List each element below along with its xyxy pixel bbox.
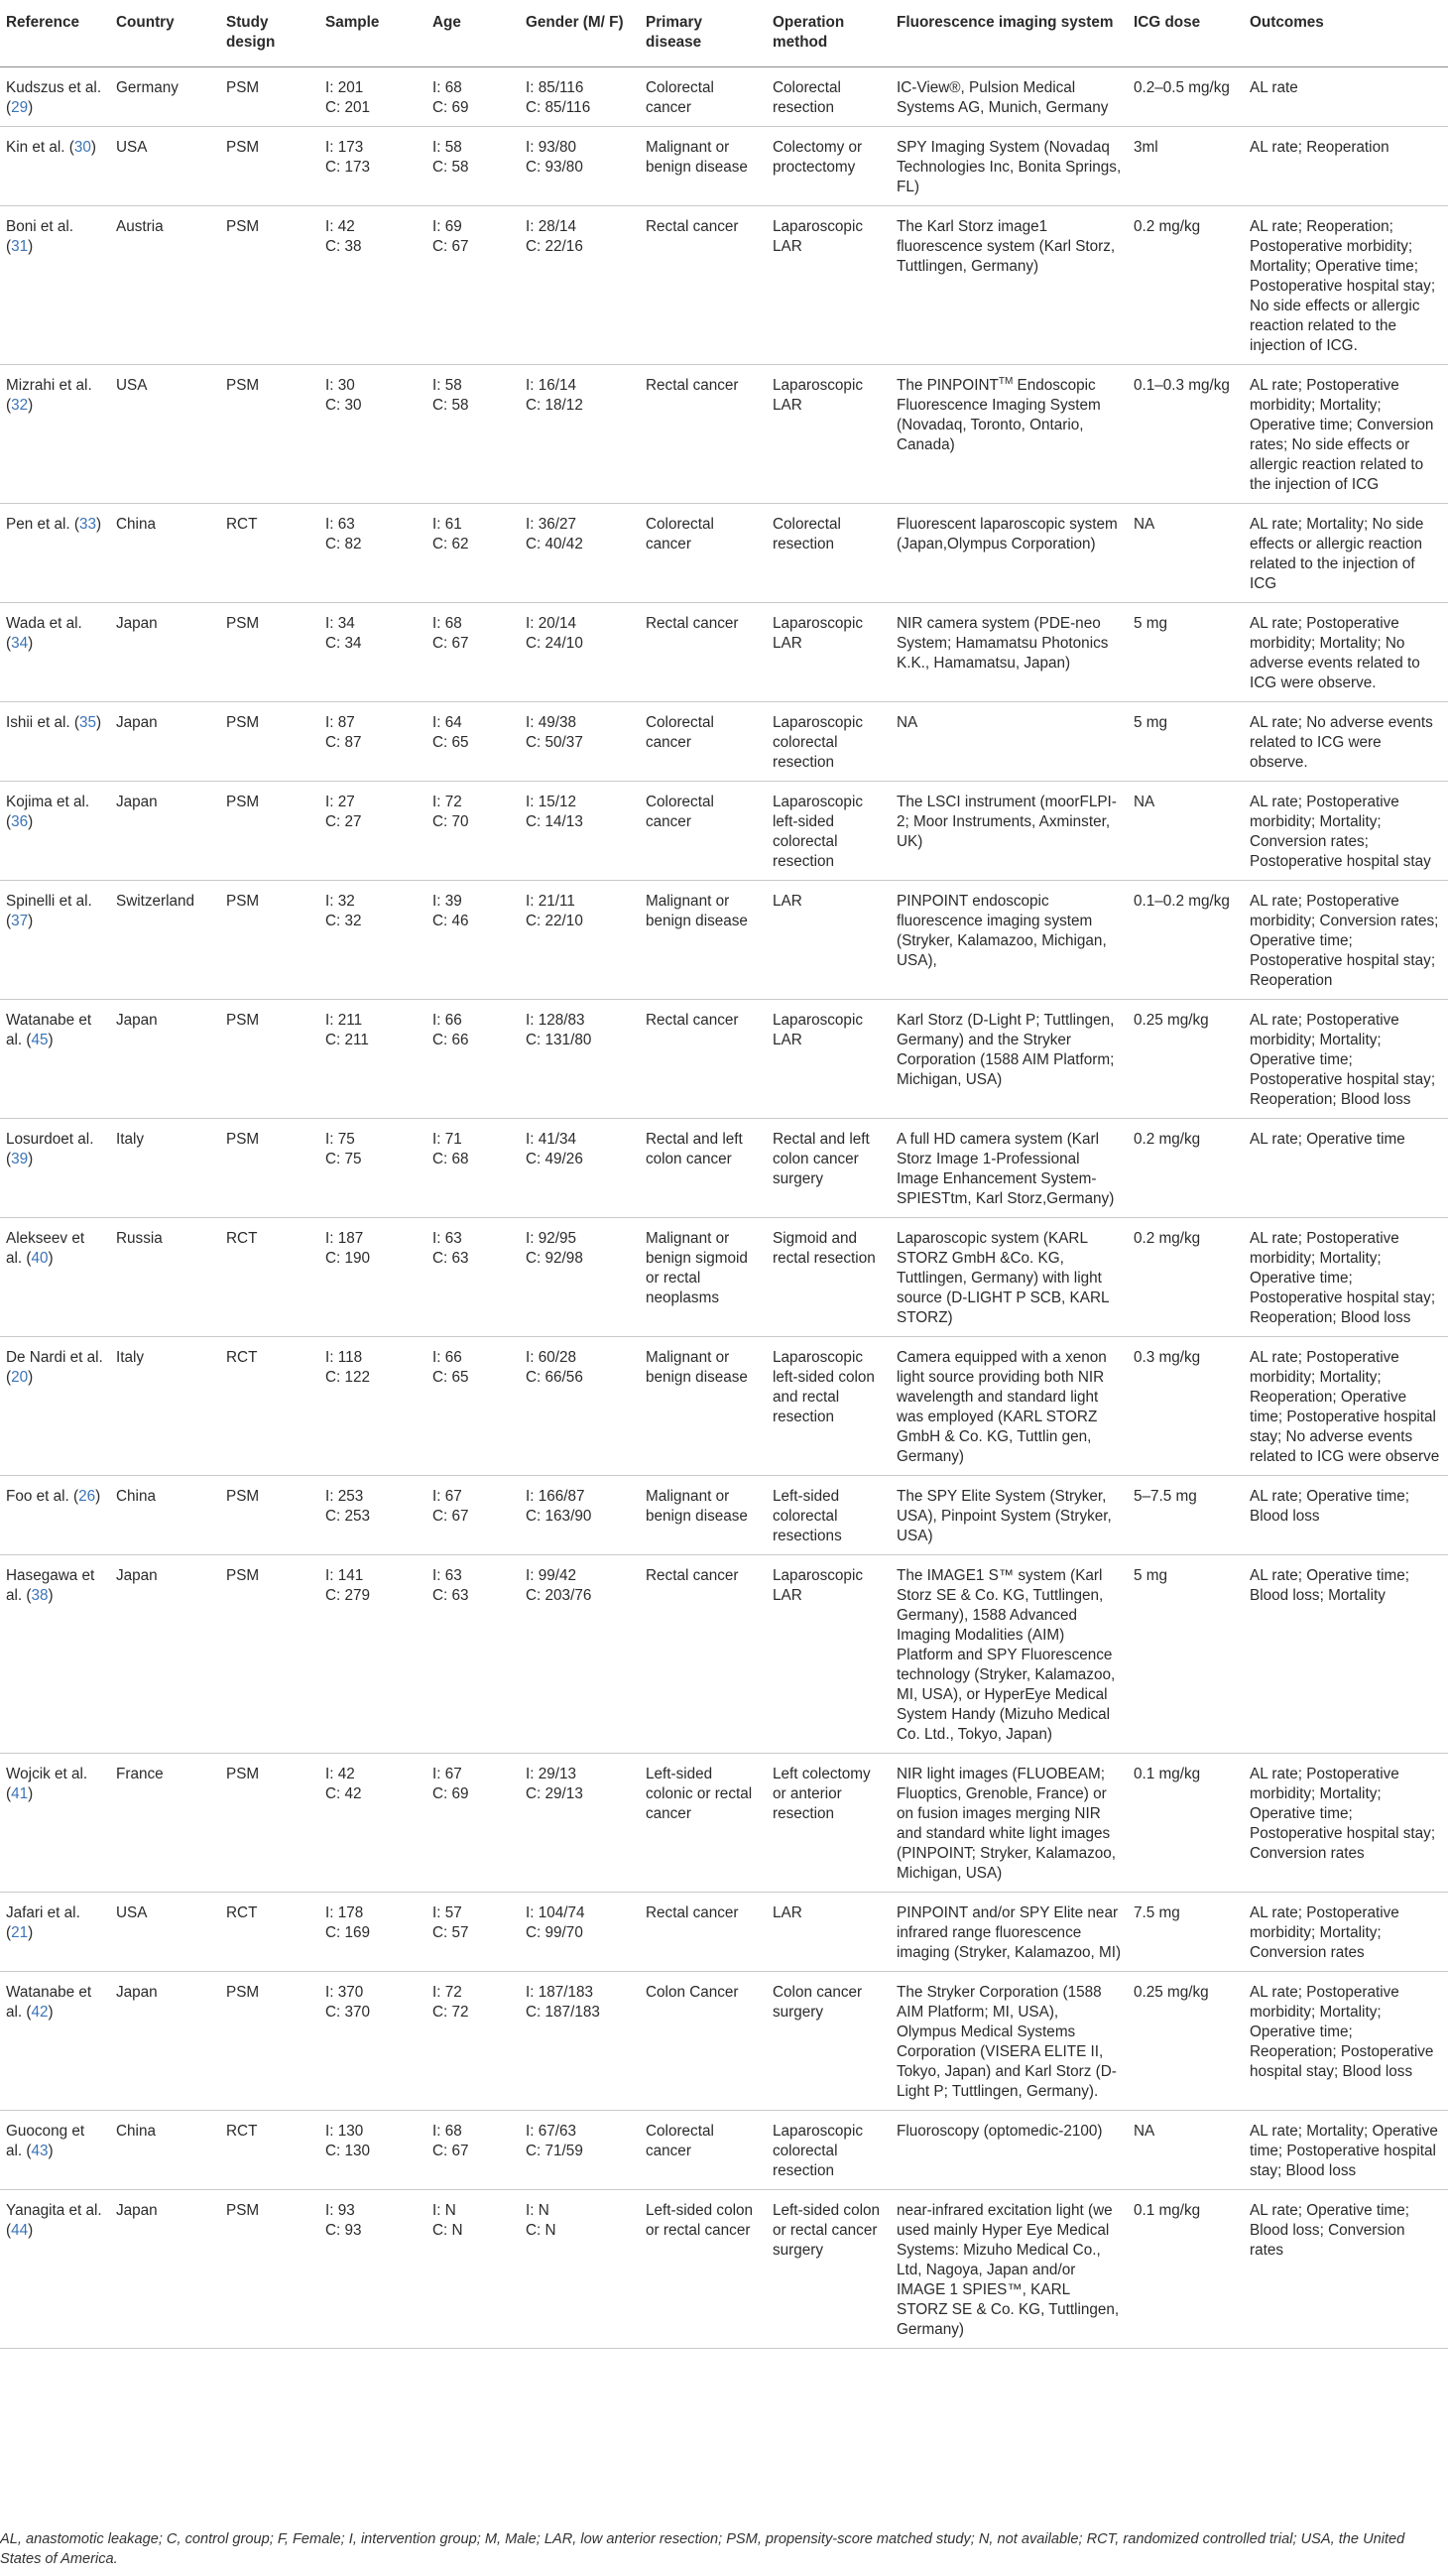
citation-link[interactable]: 41 xyxy=(11,1785,29,1802)
operation-cell: Laparoscopic LAR xyxy=(767,1000,891,1119)
age-cell: I: 66 C: 65 xyxy=(426,1337,520,1476)
column-header: Reference xyxy=(0,0,110,67)
operation-cell: LAR xyxy=(767,1893,891,1972)
table-row xyxy=(0,67,1448,127)
age-cell: I: 67 C: 69 xyxy=(426,1754,520,1893)
column-header: Study design xyxy=(220,0,319,67)
design-cell: PSM xyxy=(220,1000,319,1119)
reference-cell: Kojima et al. (36) xyxy=(0,782,110,881)
outcomes-cell: AL rate; Operative time xyxy=(1244,1119,1448,1218)
operation-cell: Laparoscopic colorectal resection xyxy=(767,2111,891,2190)
table-row xyxy=(0,2190,1448,2349)
dose-cell: 5 mg xyxy=(1128,1555,1244,1754)
age-cell: I: 64 C: 65 xyxy=(426,702,520,782)
gender-cell: I: 85/116 C: 85/116 xyxy=(520,67,640,127)
imaging-system-cell: Fluoroscopy (optomedic-2100) xyxy=(891,2111,1128,2190)
age-cell: I: 68 C: 67 xyxy=(426,2111,520,2190)
citation-link[interactable]: 35 xyxy=(78,714,96,731)
gender-cell: I: 93/80 C: 93/80 xyxy=(520,127,640,206)
outcomes-cell: AL rate; No adverse events related to ICG were observe. xyxy=(1244,702,1448,782)
reference-name: Wada et al. xyxy=(6,615,82,632)
reference-cell: Alekseev et al. (40) xyxy=(0,1218,110,1337)
reference-cell: Pen et al. (33) xyxy=(0,504,110,603)
reference-name: Guocong et al. xyxy=(6,2123,85,2159)
operation-cell: Colon cancer surgery xyxy=(767,1972,891,2111)
design-cell: PSM xyxy=(220,206,319,365)
gender-cell: I: 128/83 C: 131/80 xyxy=(520,1000,640,1119)
column-header: Age xyxy=(426,0,520,67)
country-cell: China xyxy=(110,504,220,603)
country-cell: Japan xyxy=(110,1555,220,1754)
country-cell: Japan xyxy=(110,2190,220,2349)
imaging-system-cell: Fluorescent laparoscopic system (Japan,Olympus Corporation) xyxy=(891,504,1128,603)
outcomes-cell: AL rate; Reoperation xyxy=(1244,127,1448,206)
gender-cell: I: 60/28 C: 66/56 xyxy=(520,1337,640,1476)
outcomes-cell: AL rate; Reoperation; Postoperative morbidity; Mortality; Operative time; Postoperative hospital stay; No side effects or allergic reaction related to the injection of ICG. xyxy=(1244,206,1448,365)
disease-cell: Colorectal cancer xyxy=(640,67,767,127)
operation-cell: Laparoscopic LAR xyxy=(767,206,891,365)
country-cell: Japan xyxy=(110,702,220,782)
disease-cell: Rectal cancer xyxy=(640,1000,767,1119)
citation-link[interactable]: 29 xyxy=(11,99,29,116)
outcomes-cell: AL rate; Postoperative morbidity; Mortality; Operative time; Postoperative hospital stay; Conversion rates xyxy=(1244,1754,1448,1893)
age-cell: I: 61 C: 62 xyxy=(426,504,520,603)
gender-cell: I: 15/12 C: 14/13 xyxy=(520,782,640,881)
reference-name: Foo et al. xyxy=(6,1488,69,1505)
design-cell: PSM xyxy=(220,1476,319,1555)
imaging-system-cell: A full HD camera system (Karl Storz Image 1-Professional Image Enhancement System-SPIESTtm, Karl Storz,Germany) xyxy=(891,1119,1128,1218)
design-cell: PSM xyxy=(220,881,319,1000)
citation-link[interactable]: 45 xyxy=(31,1032,49,1048)
country-cell: Japan xyxy=(110,1972,220,2111)
outcomes-cell: AL rate xyxy=(1244,67,1448,127)
table-row xyxy=(0,127,1448,206)
imaging-system-cell: The Karl Storz image1 fluorescence system (Karl Storz, Tuttlingen, Germany) xyxy=(891,206,1128,365)
reference-cell: Kudszus et al. (29) xyxy=(0,67,110,127)
disease-cell: Rectal cancer xyxy=(640,1555,767,1754)
disease-cell: Rectal cancer xyxy=(640,603,767,702)
outcomes-cell: AL rate; Postoperative morbidity; Mortality; Operative time; Conversion rates; No side effects or allergic reaction related to the injection of ICG xyxy=(1244,365,1448,504)
table-row xyxy=(0,1754,1448,1893)
table-body xyxy=(0,67,1448,2349)
operation-cell: Laparoscopic LAR xyxy=(767,365,891,504)
imaging-system-cell xyxy=(891,365,1128,504)
column-header: Gender (M/ F) xyxy=(520,0,640,67)
imaging-system-cell: PINPOINT and/or SPY Elite near infrared range fluorescence imaging (Stryker, Kalamazoo, MI) xyxy=(891,1893,1128,1972)
reference-name: Kojima et al. xyxy=(6,794,90,810)
disease-cell: Malignant or benign disease xyxy=(640,1476,767,1555)
disease-cell: Rectal cancer xyxy=(640,206,767,365)
disease-cell: Rectal cancer xyxy=(640,365,767,504)
outcomes-cell: AL rate; Postoperative morbidity; Mortality; Conversion rates xyxy=(1244,1893,1448,1972)
age-cell: I: 58 C: 58 xyxy=(426,127,520,206)
table-row xyxy=(0,603,1448,702)
country-cell: France xyxy=(110,1754,220,1893)
dose-cell: 0.1 mg/kg xyxy=(1128,2190,1244,2349)
operation-cell: Laparoscopic LAR xyxy=(767,1555,891,1754)
table-row xyxy=(0,702,1448,782)
column-header: Country xyxy=(110,0,220,67)
table-row xyxy=(0,881,1448,1000)
imaging-system-cell: Karl Storz (D-Light P; Tuttlingen, Germany) and the Stryker Corporation (1588 AIM Platform; Michigan, USA) xyxy=(891,1000,1128,1119)
outcomes-cell: AL rate; Postoperative morbidity; Mortality; Operative time; Reoperation; Postoperative hospital stay; Blood loss xyxy=(1244,1972,1448,2111)
sample-cell: I: 32 C: 32 xyxy=(319,881,426,1000)
reference-name: Yanagita et al. xyxy=(6,2202,102,2219)
reference-cell: Watanabe et al. (42) xyxy=(0,1972,110,2111)
age-cell: I: 72 C: 70 xyxy=(426,782,520,881)
outcomes-cell: AL rate; Postoperative morbidity; Mortality; Reoperation; Operative time; Postoperative hospital stay; No adverse events related to ICG were observe xyxy=(1244,1337,1448,1476)
column-header: Operation method xyxy=(767,0,891,67)
design-cell: RCT xyxy=(220,1893,319,1972)
operation-cell: Laparoscopic LAR xyxy=(767,603,891,702)
dose-cell: 0.2 mg/kg xyxy=(1128,1218,1244,1337)
column-header: Sample xyxy=(319,0,426,67)
operation-cell: Laparoscopic left-sided colorectal resection xyxy=(767,782,891,881)
sample-cell: I: 178 C: 169 xyxy=(319,1893,426,1972)
table-row xyxy=(0,1218,1448,1337)
citation-link[interactable]: 26 xyxy=(78,1488,96,1505)
country-cell: Austria xyxy=(110,206,220,365)
design-cell: PSM xyxy=(220,127,319,206)
table-row xyxy=(0,365,1448,504)
imaging-system-cell: IC-View®, Pulsion Medical Systems AG, Munich, Germany xyxy=(891,67,1128,127)
design-cell: PSM xyxy=(220,1754,319,1893)
reference-name: Pen et al. xyxy=(6,516,70,533)
outcomes-cell: AL rate; Operative time; Blood loss; Conversion rates xyxy=(1244,2190,1448,2349)
outcomes-cell: AL rate; Mortality; Operative time; Postoperative hospital stay; Blood loss xyxy=(1244,2111,1448,2190)
design-cell: PSM xyxy=(220,702,319,782)
age-cell: I: 58 C: 58 xyxy=(426,365,520,504)
imaging-system-cell: NIR light images (FLUOBEAM; Fluoptics, Grenoble, France) or on fusion images merging NIR and standard white light images (PINPOINT; Stryker, Kalamazoo, Michigan, USA) xyxy=(891,1754,1128,1893)
disease-cell: Malignant or benign disease xyxy=(640,881,767,1000)
gender-cell: I: 166/87 C: 163/90 xyxy=(520,1476,640,1555)
imaging-system-cell: The Stryker Corporation (1588 AIM Platform; MI, USA), Olympus Medical Systems Corporation (VISERA ELITE II, Tokyo, Japan) and Karl Storz (D-Light P; Tuttlingen, Germany). xyxy=(891,1972,1128,2111)
dose-cell: 5 mg xyxy=(1128,702,1244,782)
reference-name: Jafari et al. xyxy=(6,1904,80,1921)
gender-cell: I: 36/27 C: 40/42 xyxy=(520,504,640,603)
sample-cell: I: 93 C: 93 xyxy=(319,2190,426,2349)
age-cell: I: N C: N xyxy=(426,2190,520,2349)
age-cell: I: 39 C: 46 xyxy=(426,881,520,1000)
gender-cell: I: 41/34 C: 49/26 xyxy=(520,1119,640,1218)
outcomes-cell: AL rate; Postoperative morbidity; Mortality; Conversion rates; Postoperative hospital stay xyxy=(1244,782,1448,881)
reference-cell: Mizrahi et al. (32) xyxy=(0,365,110,504)
country-cell: Italy xyxy=(110,1337,220,1476)
gender-cell: I: 49/38 C: 50/37 xyxy=(520,702,640,782)
dose-cell: 7.5 mg xyxy=(1128,1893,1244,1972)
age-cell: I: 69 C: 67 xyxy=(426,206,520,365)
country-cell: Italy xyxy=(110,1119,220,1218)
citation-link[interactable]: 20 xyxy=(11,1369,29,1386)
country-cell: Japan xyxy=(110,1000,220,1119)
dose-cell: 0.2 mg/kg xyxy=(1128,1119,1244,1218)
country-cell: Japan xyxy=(110,603,220,702)
disease-cell: Colorectal cancer xyxy=(640,782,767,881)
design-cell: RCT xyxy=(220,1218,319,1337)
citation-link[interactable]: 37 xyxy=(11,913,29,929)
reference-name: Losurdoet al. xyxy=(6,1131,94,1148)
reference-name: Hasegawa et al. xyxy=(6,1567,95,1604)
citation-link[interactable]: 31 xyxy=(11,238,29,255)
design-cell: PSM xyxy=(220,1119,319,1218)
reference-cell: Ishii et al. (35) xyxy=(0,702,110,782)
citation-link[interactable]: 33 xyxy=(79,516,97,533)
design-cell: PSM xyxy=(220,365,319,504)
citation-link[interactable]: 44 xyxy=(11,2222,29,2239)
dose-cell: 0.3 mg/kg xyxy=(1128,1337,1244,1476)
outcomes-cell: AL rate; Mortality; No side effects or allergic reaction related to the injection of ICG xyxy=(1244,504,1448,603)
dose-cell: NA xyxy=(1128,2111,1244,2190)
table-header-row xyxy=(0,0,1448,67)
sample-cell: I: 201 C: 201 xyxy=(319,67,426,127)
reference-cell: Guocong et al. (43) xyxy=(0,2111,110,2190)
reference-cell: De Nardi et al. (20) xyxy=(0,1337,110,1476)
disease-cell: Left-sided colon or rectal cancer xyxy=(640,2190,767,2349)
citation-link[interactable]: 43 xyxy=(31,2143,49,2159)
disease-cell: Rectal cancer xyxy=(640,1893,767,1972)
operation-cell: Laparoscopic left-sided colon and rectal resection xyxy=(767,1337,891,1476)
imaging-system-cell: NA xyxy=(891,702,1128,782)
gender-cell: I: 92/95 C: 92/98 xyxy=(520,1218,640,1337)
outcomes-cell: AL rate; Postoperative morbidity; Conversion rates; Operative time; Postoperative hospital stay; Reoperation xyxy=(1244,881,1448,1000)
country-cell: Russia xyxy=(110,1218,220,1337)
column-header: Fluorescence imaging system xyxy=(891,0,1128,67)
gender-cell: I: 29/13 C: 29/13 xyxy=(520,1754,640,1893)
sample-cell: I: 130 C: 130 xyxy=(319,2111,426,2190)
imaging-system-cell: The IMAGE1 S™ system (Karl Storz SE & Co. KG, Tuttlingen, Germany), 1588 Advanced Imaging Modalities (AIM) Platform and SPY Fluorescence technology (Stryker, Kalamazoo, MI, USA), or HyperEye Medical System Handy (Mizuho Medical Co. Ltd., Tokyo, Japan) xyxy=(891,1555,1128,1754)
dose-cell: 0.25 mg/kg xyxy=(1128,1972,1244,2111)
design-cell: PSM xyxy=(220,1555,319,1754)
gender-cell: I: 28/14 C: 22/16 xyxy=(520,206,640,365)
sample-cell: I: 87 C: 87 xyxy=(319,702,426,782)
age-cell: I: 66 C: 66 xyxy=(426,1000,520,1119)
imaging-system-cell: The LSCI instrument (moorFLPI-2; Moor Instruments, Axminster, UK) xyxy=(891,782,1128,881)
table-row xyxy=(0,1337,1448,1476)
age-cell: I: 63 C: 63 xyxy=(426,1555,520,1754)
reference-cell: Losurdoet al. (39) xyxy=(0,1119,110,1218)
citation-link[interactable]: 34 xyxy=(11,635,29,652)
disease-cell: Malignant or benign disease xyxy=(640,127,767,206)
disease-cell: Left-sided colonic or rectal cancer xyxy=(640,1754,767,1893)
age-cell: I: 68 C: 67 xyxy=(426,603,520,702)
design-cell: PSM xyxy=(220,2190,319,2349)
table-row xyxy=(0,1119,1448,1218)
reference-name: Watanabe et al. xyxy=(6,1012,92,1048)
sample-cell: I: 42 C: 38 xyxy=(319,206,426,365)
dose-cell: 0.2–0.5 mg/kg xyxy=(1128,67,1244,127)
disease-cell: Colon Cancer xyxy=(640,1972,767,2111)
country-cell: China xyxy=(110,2111,220,2190)
reference-name: Wojcik et al. xyxy=(6,1766,88,1782)
operation-cell: Colectomy or proctectomy xyxy=(767,127,891,206)
design-cell: PSM xyxy=(220,782,319,881)
table-row xyxy=(0,1972,1448,2111)
imaging-system-cell: SPY Imaging System (Novadaq Technologies Inc, Bonita Springs, FL) xyxy=(891,127,1128,206)
dose-cell: 0.2 mg/kg xyxy=(1128,206,1244,365)
sample-cell: I: 63 C: 82 xyxy=(319,504,426,603)
operation-cell: Colorectal resection xyxy=(767,504,891,603)
citation-link[interactable]: 39 xyxy=(11,1151,29,1167)
imaging-system-cell: near-infrared excitation light (we used mainly Hyper Eye Medical Systems: Mizuho Medical Co., Ltd, Nagoya, Japan and/or IMAGE 1 SPIES™, KARL STORZ SE & Co. KG, Tuttlingen, Germany) xyxy=(891,2190,1128,2349)
reference-name: Watanabe et al. xyxy=(6,1984,92,2021)
table-row xyxy=(0,782,1448,881)
operation-cell: Colorectal resection xyxy=(767,67,891,127)
operation-cell: Left colectomy or anterior resection xyxy=(767,1754,891,1893)
trademark-superscript: TM xyxy=(998,375,1014,387)
dose-cell: 5–7.5 mg xyxy=(1128,1476,1244,1555)
operation-cell: Rectal and left colon cancer surgery xyxy=(767,1119,891,1218)
age-cell: I: 72 C: 72 xyxy=(426,1972,520,2111)
operation-cell: LAR xyxy=(767,881,891,1000)
reference-name: Boni et al. xyxy=(6,218,74,235)
country-cell: Germany xyxy=(110,67,220,127)
citation-link[interactable]: 30 xyxy=(73,139,91,156)
table-row xyxy=(0,1000,1448,1119)
table-row xyxy=(0,2111,1448,2190)
gender-cell: I: 16/14 C: 18/12 xyxy=(520,365,640,504)
age-cell: I: 57 C: 57 xyxy=(426,1893,520,1972)
country-cell: USA xyxy=(110,365,220,504)
disease-cell: Rectal and left colon cancer xyxy=(640,1119,767,1218)
age-cell: I: 67 C: 67 xyxy=(426,1476,520,1555)
design-cell: PSM xyxy=(220,1972,319,2111)
reference-cell: Hasegawa et al. (38) xyxy=(0,1555,110,1754)
gender-cell: I: 99/42 C: 203/76 xyxy=(520,1555,640,1754)
design-cell: RCT xyxy=(220,2111,319,2190)
citation-link[interactable]: 32 xyxy=(11,397,29,414)
citation-link[interactable]: 38 xyxy=(31,1587,49,1604)
disease-cell: Malignant or benign disease xyxy=(640,1337,767,1476)
column-header: ICG dose xyxy=(1128,0,1244,67)
sample-cell: I: 141 C: 279 xyxy=(319,1555,426,1754)
reference-name: Ishii et al. xyxy=(6,714,70,731)
reference-cell: Foo et al. (26) xyxy=(0,1476,110,1555)
reference-cell: Wojcik et al. (41) xyxy=(0,1754,110,1893)
sample-cell: I: 211 C: 211 xyxy=(319,1000,426,1119)
sample-cell: I: 370 C: 370 xyxy=(319,1972,426,2111)
citation-link[interactable]: 40 xyxy=(31,1250,49,1267)
sample-cell: I: 118 C: 122 xyxy=(319,1337,426,1476)
country-cell: USA xyxy=(110,1893,220,1972)
reference-name: Kudszus et al. xyxy=(6,79,102,96)
reference-name: Mizrahi et al. xyxy=(6,377,92,394)
country-cell: Japan xyxy=(110,782,220,881)
gender-cell: I: 67/63 C: 71/59 xyxy=(520,2111,640,2190)
disease-cell: Colorectal cancer xyxy=(640,2111,767,2190)
citation-link[interactable]: 36 xyxy=(11,813,29,830)
disease-cell: Colorectal cancer xyxy=(640,504,767,603)
disease-cell: Colorectal cancer xyxy=(640,702,767,782)
imaging-text: Endoscopic Fluorescence Imaging System (Novadaq, Toronto, Ontario, Canada) xyxy=(897,377,1101,453)
imaging-text: The PINPOINT xyxy=(897,377,999,394)
country-cell: USA xyxy=(110,127,220,206)
age-cell: I: 68 C: 69 xyxy=(426,67,520,127)
country-cell: Switzerland xyxy=(110,881,220,1000)
reference-cell: Watanabe et al. (45) xyxy=(0,1000,110,1119)
sample-cell: I: 30 C: 30 xyxy=(319,365,426,504)
sample-cell: I: 75 C: 75 xyxy=(319,1119,426,1218)
reference-cell: Jafari et al. (21) xyxy=(0,1893,110,1972)
table-row xyxy=(0,206,1448,365)
gender-cell: I: 21/11 C: 22/10 xyxy=(520,881,640,1000)
imaging-system-cell: The SPY Elite System (Stryker, USA), Pinpoint System (Stryker, USA) xyxy=(891,1476,1128,1555)
reference-name: Alekseev et al. xyxy=(6,1230,85,1267)
operation-cell: Laparoscopic colorectal resection xyxy=(767,702,891,782)
reference-name: Spinelli et al. xyxy=(6,893,92,910)
gender-cell: I: 187/183 C: 187/183 xyxy=(520,1972,640,2111)
imaging-system-cell: NIR camera system (PDE-neo System; Hamamatsu Photonics K.K., Hamamatsu, Japan) xyxy=(891,603,1128,702)
outcomes-cell: AL rate; Operative time; Blood loss; Mortality xyxy=(1244,1555,1448,1754)
sample-cell: I: 34 C: 34 xyxy=(319,603,426,702)
design-cell: PSM xyxy=(220,67,319,127)
reference-cell: Kin et al. (30) xyxy=(0,127,110,206)
citation-link[interactable]: 21 xyxy=(11,1924,29,1941)
sample-cell: I: 173 C: 173 xyxy=(319,127,426,206)
dose-cell: 0.1–0.3 mg/kg xyxy=(1128,365,1244,504)
gender-cell: I: 20/14 C: 24/10 xyxy=(520,603,640,702)
reference-name: De Nardi et al. xyxy=(6,1349,103,1366)
operation-cell: Sigmoid and rectal resection xyxy=(767,1218,891,1337)
operation-cell: Left-sided colorectal resections xyxy=(767,1476,891,1555)
design-cell: RCT xyxy=(220,504,319,603)
operation-cell: Left-sided colon or rectal cancer surgery xyxy=(767,2190,891,2349)
age-cell: I: 71 C: 68 xyxy=(426,1119,520,1218)
imaging-system-cell: Laparoscopic system (KARL STORZ GmbH &Co. KG, Tuttlingen, Germany) with light source (D-LIGHT P SCB, KARL STORZ) xyxy=(891,1218,1128,1337)
dose-cell: 5 mg xyxy=(1128,603,1244,702)
outcomes-cell: AL rate; Postoperative morbidity; Mortality; Operative time; Postoperative hospital stay; Reoperation; Blood loss xyxy=(1244,1218,1448,1337)
table-row xyxy=(0,504,1448,603)
dose-cell: NA xyxy=(1128,504,1244,603)
outcomes-cell: AL rate; Operative time; Blood loss xyxy=(1244,1476,1448,1555)
column-header: Outcomes xyxy=(1244,0,1448,67)
design-cell: PSM xyxy=(220,603,319,702)
table-row xyxy=(0,1893,1448,1972)
imaging-system-cell: Camera equipped with a xenon light source providing both NIR wavelength and standard light was employed (KARL STORZ GmbH & Co. KG, Tuttlin gen, Germany) xyxy=(891,1337,1128,1476)
dose-cell: 0.25 mg/kg xyxy=(1128,1000,1244,1119)
reference-cell: Boni et al. (31) xyxy=(0,206,110,365)
design-cell: RCT xyxy=(220,1337,319,1476)
sample-cell: I: 27 C: 27 xyxy=(319,782,426,881)
age-cell: I: 63 C: 63 xyxy=(426,1218,520,1337)
dose-cell: NA xyxy=(1128,782,1244,881)
reference-cell: Wada et al. (34) xyxy=(0,603,110,702)
dose-cell: 3ml xyxy=(1128,127,1244,206)
table-footnote: AL, anastomotic leakage; C, control group; F, Female; I, intervention group; M, Male; LAR, low anterior resection; PSM, propensity-score matched study; N, not available; RCT, randomized controlled trial; USA, the United States of America. xyxy=(0,2531,1405,2567)
table-row xyxy=(0,1476,1448,1555)
gender-cell: I: 104/74 C: 99/70 xyxy=(520,1893,640,1972)
dose-cell: 0.1 mg/kg xyxy=(1128,1754,1244,1893)
sample-cell: I: 42 C: 42 xyxy=(319,1754,426,1893)
country-cell: China xyxy=(110,1476,220,1555)
outcomes-cell: AL rate; Postoperative morbidity; Mortality; No adverse events related to ICG were observe. xyxy=(1244,603,1448,702)
imaging-system-cell: PINPOINT endoscopic fluorescence imaging system (Stryker, Kalamazoo, Michigan, USA), xyxy=(891,881,1128,1000)
outcomes-cell: AL rate; Postoperative morbidity; Mortality; Operative time; Postoperative hospital stay; Reoperation; Blood loss xyxy=(1244,1000,1448,1119)
reference-cell: Yanagita et al. (44) xyxy=(0,2190,110,2349)
sample-cell: I: 187 C: 190 xyxy=(319,1218,426,1337)
gender-cell: I: N C: N xyxy=(520,2190,640,2349)
reference-cell: Spinelli et al. (37) xyxy=(0,881,110,1000)
disease-cell: Malignant or benign sigmoid or rectal neoplasms xyxy=(640,1218,767,1337)
dose-cell: 0.1–0.2 mg/kg xyxy=(1128,881,1244,1000)
reference-name: Kin et al. xyxy=(6,139,65,156)
sample-cell: I: 253 C: 253 xyxy=(319,1476,426,1555)
column-header: Primary disease xyxy=(640,0,767,67)
citation-link[interactable]: 42 xyxy=(31,2004,49,2021)
table-row xyxy=(0,1555,1448,1754)
